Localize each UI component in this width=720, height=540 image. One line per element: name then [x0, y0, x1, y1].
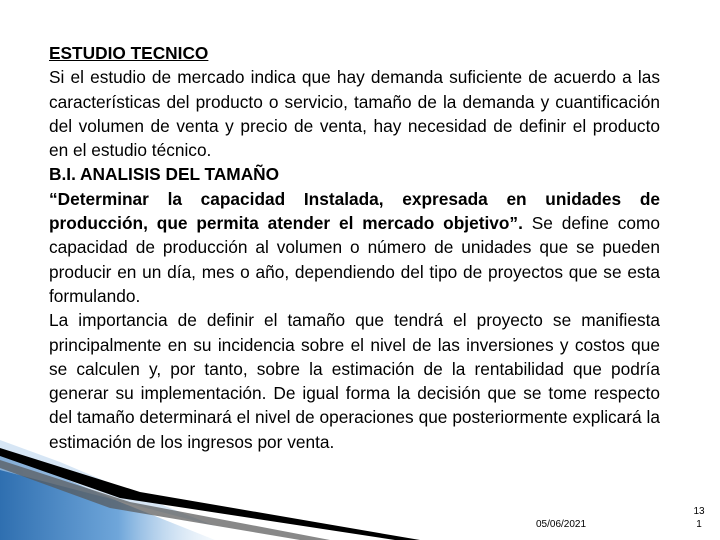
slide-number [690, 505, 708, 531]
slide-number-line1: 13 [693, 506, 705, 517]
footer-date: 05/06/2021 [536, 519, 587, 530]
definition-text: Se define como capacidad de producción al volumen o número de unidades que se pueden producir en un día, mes o año, dependiendo del tipo de proyectos que se esta formulando. [49, 213, 660, 306]
slide-body [49, 41, 660, 454]
importance-paragraph: La importancia de definir el tamaño que tendrá el proyecto se manifiesta principalmente en su incidencia sobre el nivel de las inversiones y costos que se calculen y, por tanto, sobre la estimación de la rentabilidad que podría generar su implementación. De igual forma la decisión que se tome respecto del tamaño determinará el nivel de operaciones que posteriormente explicará la estimación de los ingresos por venta. [49, 310, 660, 452]
definition-paragraph [49, 187, 660, 308]
slide-heading: ESTUDIO TECNICO [49, 43, 209, 63]
definition-quote: “Determinar la capacidad Instalada, expresada en unidades de producción, que permita atender el mercado objetivo”. [49, 188, 660, 234]
intro-paragraph: Si el estudio de mercado indica que hay demanda suficiente de acuerdo a las características del producto o servicio, tamaño de la demanda y cuantificación del volumen de venta y precio de venta, hay necesidad de definir el producto en el estudio técnico. [49, 67, 660, 161]
slide-number-line2: 1 [696, 519, 702, 530]
section-title: B.I. ANALISIS DEL TAMAÑO [49, 164, 280, 185]
